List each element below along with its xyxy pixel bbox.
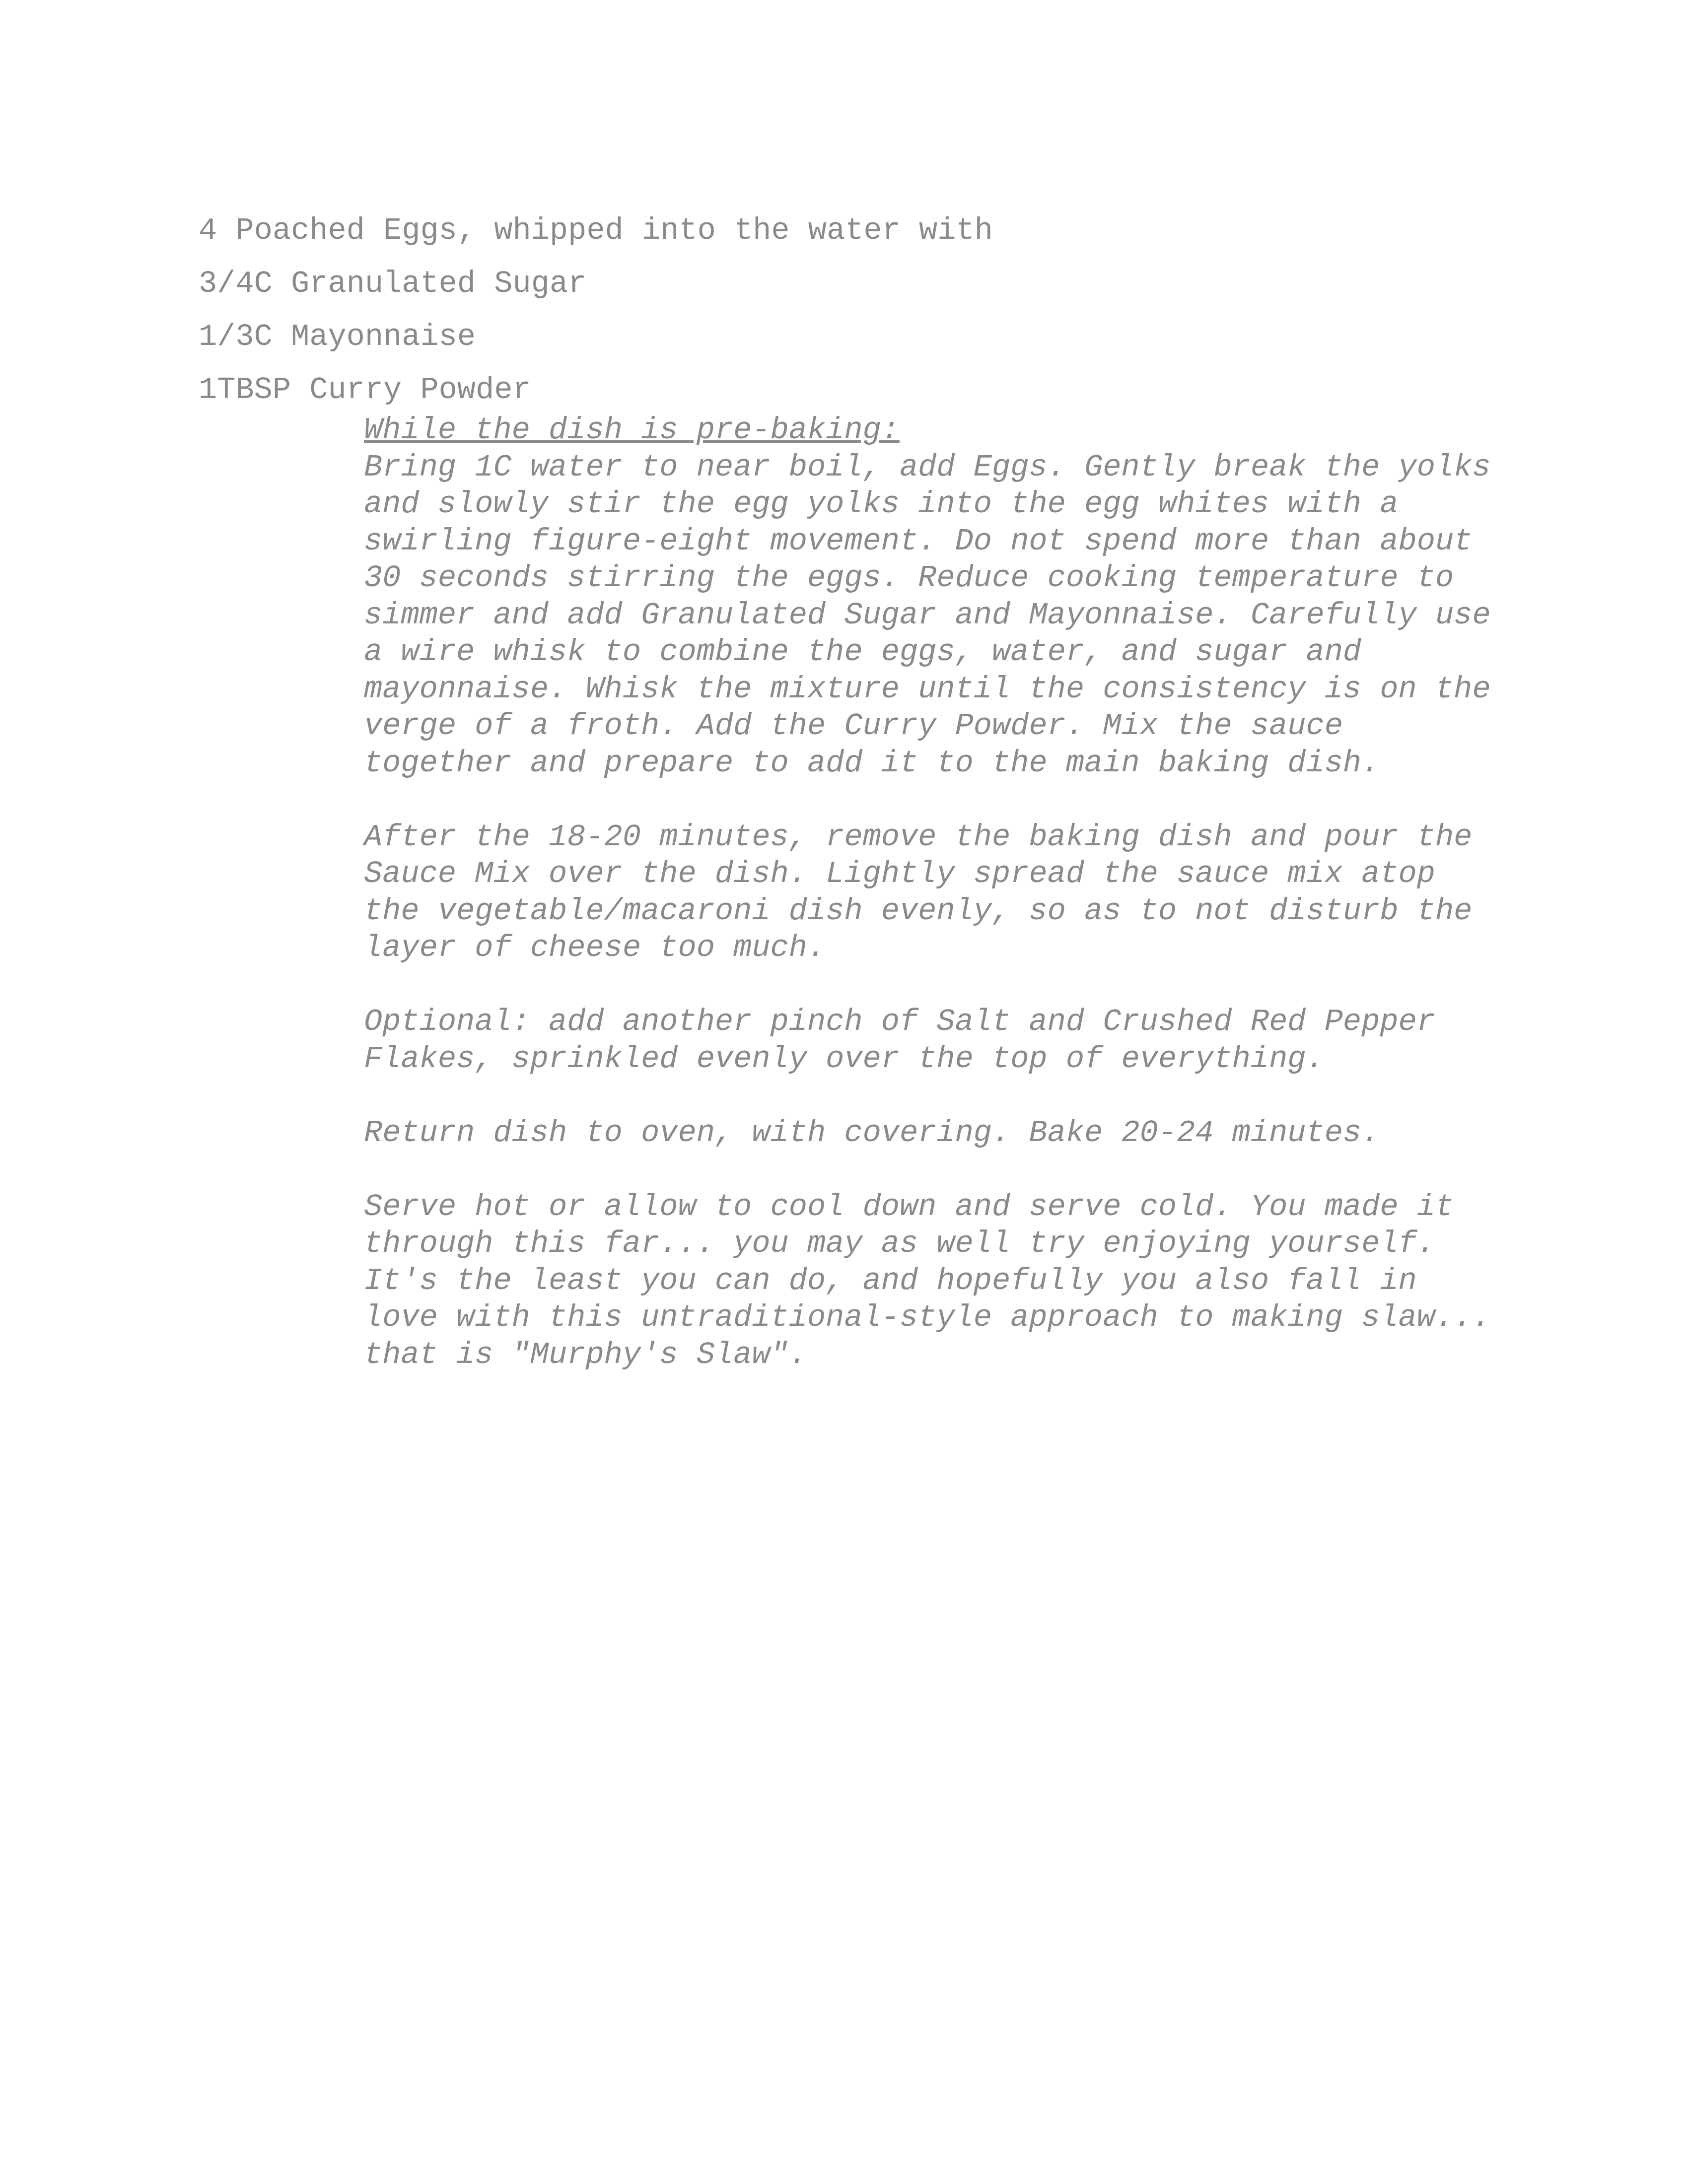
paragraph-line: a wire whisk to combine the eggs, water, and sugar and xyxy=(364,634,1362,670)
paragraph-line: together and prepare to add it to the main baking dish. xyxy=(364,745,1380,781)
paragraph-line: that is "Murphy's Slaw". xyxy=(364,1337,807,1372)
paragraph-gap xyxy=(364,1152,1506,1189)
paragraph-line: Sauce Mix over the dish. Lightly spread the sauce mix atop xyxy=(364,856,1435,891)
instruction-paragraph xyxy=(364,449,1506,782)
paragraph-gap xyxy=(364,1078,1506,1115)
paragraph-line: and slowly stir the egg yolks into the egg whites with a xyxy=(364,486,1399,522)
instruction-paragraph xyxy=(364,1004,1506,1078)
paragraph-line: Flakes, sprinkled evenly over the top of everything. xyxy=(364,1041,1325,1077)
instruction-paragraph xyxy=(364,1189,1506,1374)
paragraph-line: love with this untraditional-style approach to making slaw... xyxy=(364,1300,1491,1335)
paragraph-line: the vegetable/macaroni dish evenly, so as to not disturb the xyxy=(364,893,1473,929)
ingredient-item: 3/4C Granulated Sugar xyxy=(199,266,587,301)
instructions-heading: While the dish is pre-baking: xyxy=(364,412,900,448)
ingredient-item: 4 Poached Eggs, whipped into the water with xyxy=(199,213,993,248)
paragraph-gap xyxy=(364,782,1506,819)
paragraph-line: Serve hot or allow to cool down and serve cold. You made it xyxy=(364,1189,1454,1225)
ingredient-item: 1/3C Mayonnaise xyxy=(199,319,476,354)
paragraph-line: verge of a froth. Add the Curry Powder. Mix the sauce xyxy=(364,708,1343,744)
ingredient-item: 1TBSP Curry Powder xyxy=(199,372,531,408)
paragraph-line: through this far... you may as well try enjoying yourself. xyxy=(364,1226,1435,1261)
paragraph-line: Bring 1C water to near boil, add Eggs. Gently break the yolks xyxy=(364,449,1491,485)
paragraph-line: mayonnaise. Whisk the mixture until the consistency is on the xyxy=(364,671,1491,707)
paragraph-gap xyxy=(364,967,1506,1004)
instructions-block xyxy=(364,412,1506,1373)
paragraph-line: It's the least you can do, and hopefully you also fall in xyxy=(364,1263,1417,1298)
paragraph-line: swirling figure-eight movement. Do not spend more than about xyxy=(364,523,1473,559)
paragraph-line: Optional: add another pinch of Salt and Crushed Red Pepper xyxy=(364,1004,1435,1039)
instruction-paragraph xyxy=(364,1115,1506,1152)
paragraph-line: 30 seconds stirring the eggs. Reduce cooking temperature to xyxy=(364,560,1454,596)
ingredient-list xyxy=(199,211,1489,423)
paragraph-line: After the 18-20 minutes, remove the baking dish and pour the xyxy=(364,819,1473,855)
paragraph-line: simmer and add Granulated Sugar and Mayonnaise. Carefully use xyxy=(364,597,1491,633)
instruction-paragraph xyxy=(364,819,1506,967)
paragraph-line: Return dish to oven, with covering. Bake 20-24 minutes. xyxy=(364,1115,1380,1151)
paragraph-line: layer of cheese too much. xyxy=(364,930,826,965)
